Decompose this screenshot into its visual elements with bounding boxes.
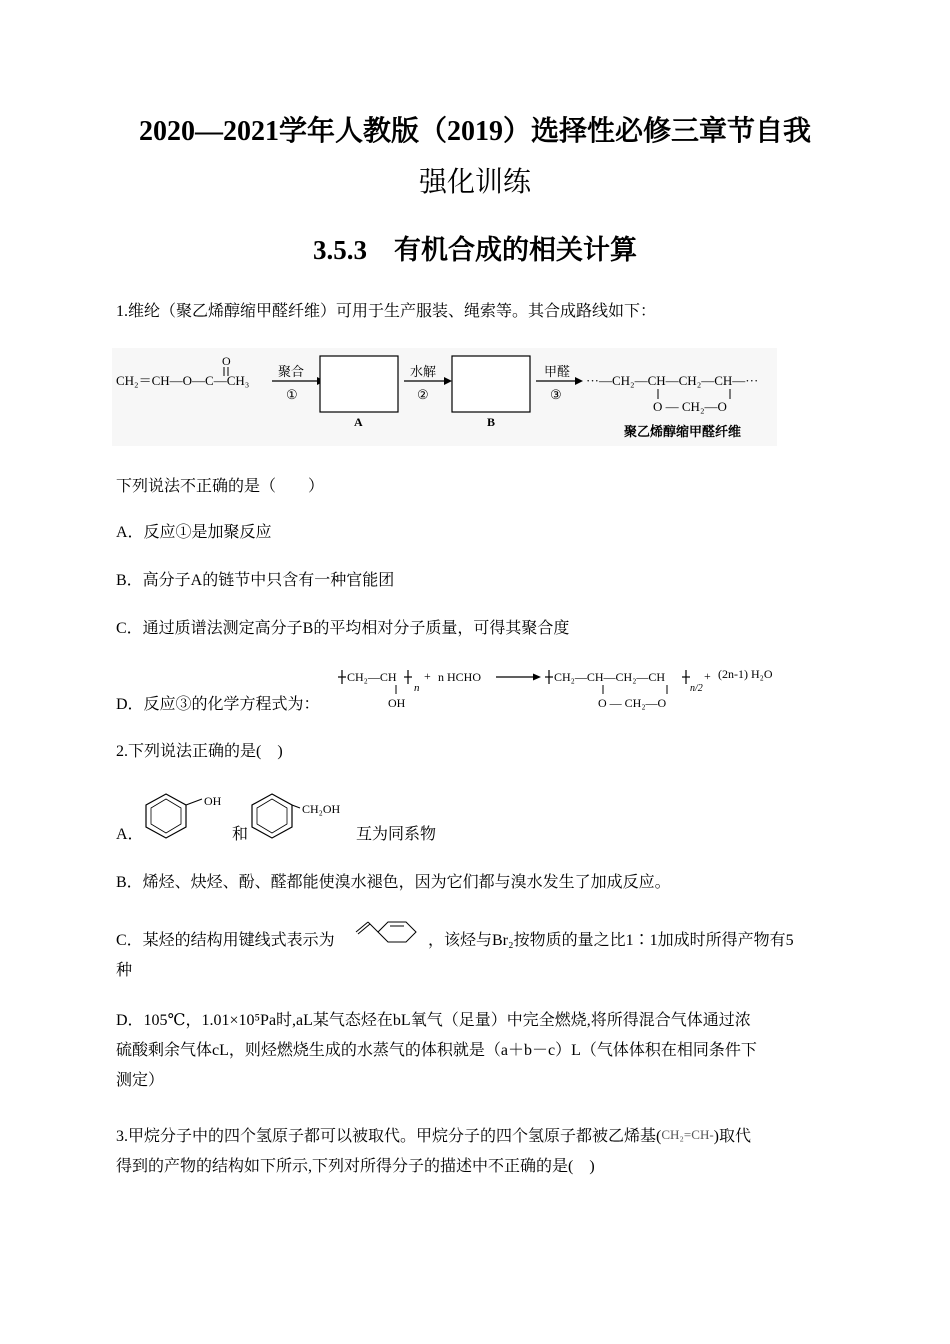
q2-option-c-head: C．某烃的结构用键线式表示为 (116, 932, 335, 949)
step1-number: ① (286, 387, 298, 402)
vinyl-group-formula: CH₂=CH- (661, 1127, 714, 1142)
step3-number: ③ (550, 387, 562, 402)
step3-reagent: 甲醛 (544, 364, 571, 379)
eq-plus-1: + (424, 669, 431, 683)
eq-right-n-half: n/2 (690, 683, 703, 694)
q2-option-d-line3: 测定） (116, 1072, 165, 1089)
q3-line1-head: 3.甲烷分子中的四个氢原子都可以被取代。甲烷分子的四个氢原子都被乙烯基( (116, 1128, 662, 1145)
product-chain: ···—CH₂—CH—CH₂—CH—··· (586, 373, 759, 388)
q1-synthesis-scheme (112, 348, 777, 446)
benzyl-alcohol-structure (246, 788, 356, 844)
q1-option-a: A．反应①是加聚反应 (116, 524, 272, 541)
q2-option-c-tail: ，该烃与Br₂按物质的量之比1∶1加成时所得产物有5 (428, 932, 794, 949)
step2-number: ② (417, 387, 429, 402)
carbonyl-oxygen: O (222, 354, 231, 368)
q2-option-c-line2: 种 (116, 962, 133, 979)
q1-equation (336, 660, 780, 712)
q3-line1 (116, 1120, 751, 1152)
section-heading: 3.5.3 有机合成的相关计算 (313, 235, 637, 265)
eq-left-n: n (414, 682, 420, 694)
q1-option-d: D．反应③的化学方程式为： (116, 696, 320, 713)
phenol-structure (140, 788, 230, 844)
phenol-oh-label: OH (204, 794, 222, 808)
q1-prompt: 下列说法不正确的是（ ） (116, 478, 325, 495)
box-a (320, 356, 398, 412)
eq-left-oh: OH (388, 696, 406, 710)
q2-option-a-tail: 互为同系物 (356, 826, 437, 843)
document-title-line2: 强化训练 (418, 167, 531, 198)
q1-option-c: C．通过质谱法测定高分子B的平均相对分子质量，可得其聚合度 (116, 620, 570, 637)
box-b (452, 356, 530, 412)
eq-left-monomer: CH₂—CH (347, 670, 397, 684)
q3-line2: 得到的产物的结构如下所示,下列对所得分子的描述中不正确的是( ) (116, 1158, 595, 1175)
eq-hcho: n HCHO (438, 670, 482, 684)
vinylcyclohexene-skeletal (354, 912, 424, 952)
eq-right-chain: CH₂—CH—CH₂—CH (554, 670, 666, 684)
q1-option-b: B．高分子A的链节中只含有一种官能团 (116, 572, 395, 589)
q2-option-a-and: 和 (232, 826, 249, 843)
eq-right-ring: O — CH₂—O (598, 696, 667, 710)
eq-water: (2n-1) H₂O (718, 667, 773, 681)
benzyl-ch2oh-label: CH₂OH (302, 802, 341, 816)
q2-option-a-label: A． (116, 826, 144, 843)
document-title-line1: 2020—2021学年人教版（2019）选择性必修三章节自我 (138, 116, 811, 147)
q2-option-b: B．烯烃、炔烃、酚、醛都能使溴水褪色，因为它们都与溴水发生了加成反应。 (116, 874, 671, 891)
reactant-formula: CH₂＝CH—O—C—CH₃ (116, 373, 250, 388)
box-b-label: B (487, 415, 496, 429)
box-a-label: A (354, 415, 363, 429)
q2-stem: 2.下列说法正确的是( ) (116, 743, 283, 760)
q2-option-d-line2: 硫酸剩余气体cL，则烃燃烧生成的水蒸气的体积就是（a＋b－c）L（气体体积在相同条件下 (116, 1042, 757, 1059)
q1-stem: 1.维纶（聚乙烯醇缩甲醛纤维）可用于生产服装、绳索等。其合成路线如下： (116, 303, 657, 320)
eq-plus-2: + (704, 669, 711, 683)
q3-line1-tail: )取代 (713, 1128, 751, 1145)
product-ring: O — CH₂—O (653, 399, 727, 414)
step2-reagent: 水解 (410, 364, 437, 379)
step1-reagent: 聚合 (278, 364, 305, 379)
product-name: 聚乙烯醇缩甲醛纤维 (624, 424, 742, 439)
q2-option-d-line1: D．105℃，1.01×10⁵Pa时,aL某气态烃在bL氧气（足量）中完全燃烧,将所得混合气体通过浓 (116, 1012, 751, 1029)
